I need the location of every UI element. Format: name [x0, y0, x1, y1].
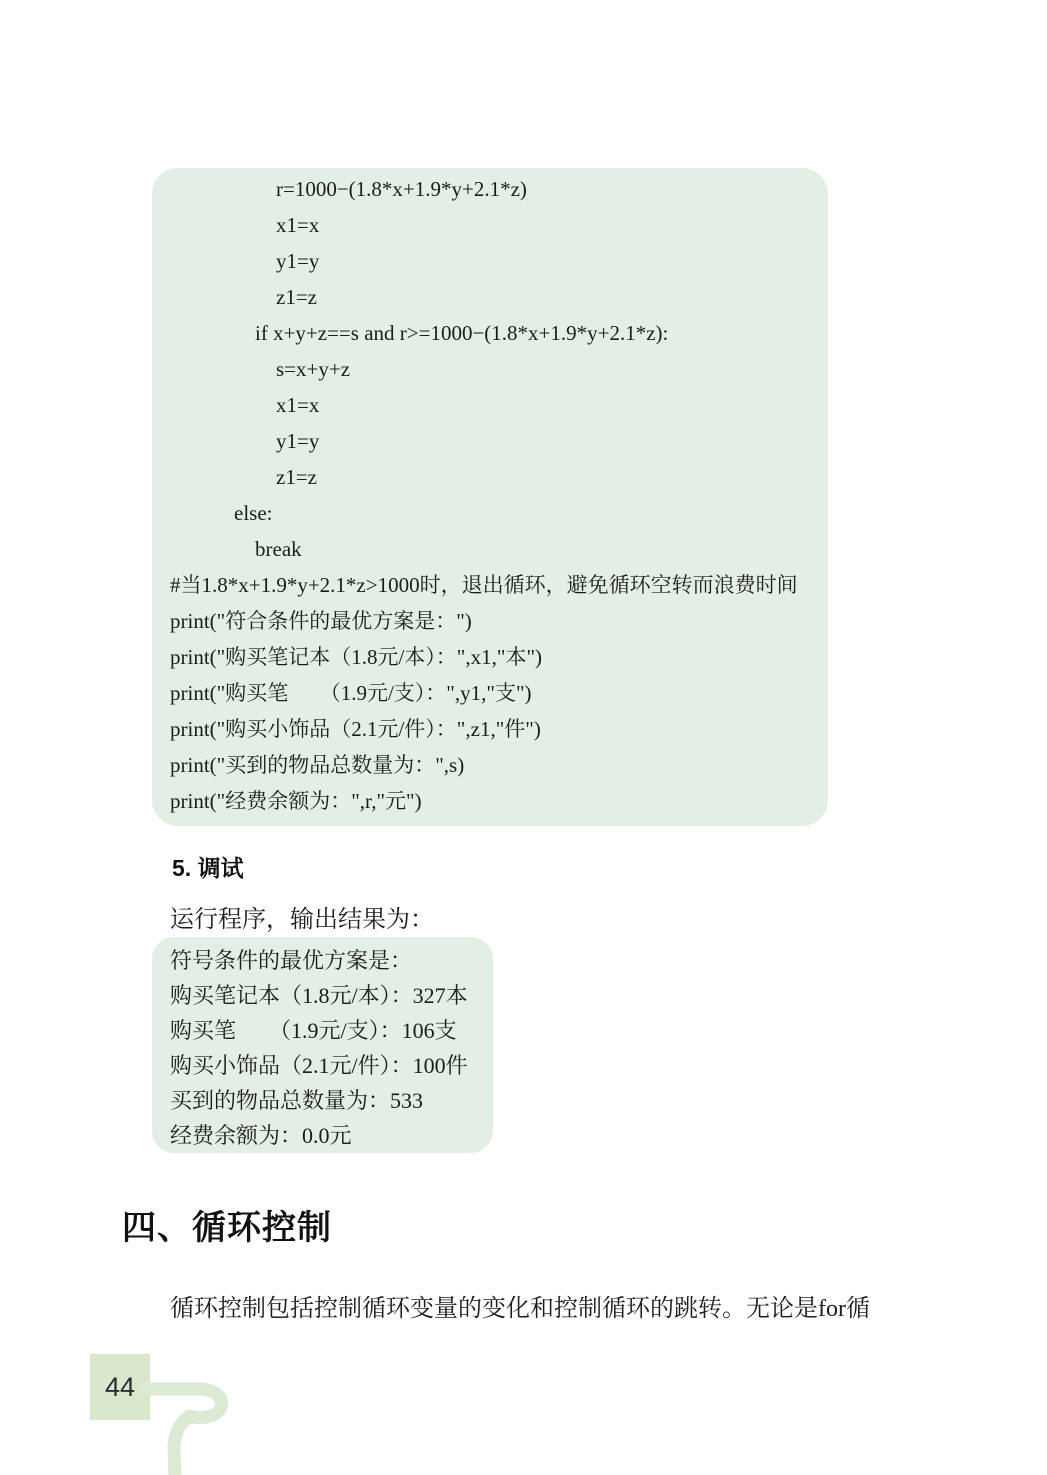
code-line: print("购买笔记本（1.8元/本）：",x1,"本")	[170, 645, 543, 669]
squiggle-path	[146, 1389, 222, 1475]
output-line: 购买笔记本（1.8元/本）：327本	[170, 983, 468, 1008]
code-line: y1=y	[276, 429, 320, 453]
output-line: 买到的物品总数量为：533	[170, 1088, 424, 1113]
code-line: r=1000−(1.8*x+1.9*y+2.1*z)	[276, 177, 527, 201]
code-line: if x+y+z==s and r>=1000−(1.8*x+1.9*y+2.1*z):	[255, 321, 669, 345]
loop-control-section-heading: 四、循环控制	[122, 1209, 332, 1247]
page-number: 44	[104, 1371, 136, 1402]
run-program-intro-text: 运行程序，输出结果为：	[170, 907, 434, 933]
code-line: print("符合条件的最优方案是：")	[170, 609, 472, 633]
code-line: x1=x	[276, 393, 320, 417]
program-output-block	[152, 937, 493, 1153]
code-line: print("购买笔 （1.9元/支）：",y1,"支")	[170, 681, 532, 705]
code-line: print("购买小饰品（2.1元/件）：",z1,"件")	[170, 717, 541, 741]
decorative-squiggle	[130, 1375, 250, 1475]
code-line: s=x+y+z	[276, 357, 351, 381]
code-line: else:	[234, 501, 273, 525]
output-line: 符号条件的最优方案是：	[170, 948, 413, 973]
code-line: y1=y	[276, 249, 320, 273]
python-code-block	[152, 168, 828, 826]
debug-section-heading: 5. 调试	[172, 855, 244, 881]
loop-control-paragraph: 循环控制包括控制循环变量的变化和控制循环的跳转。无论是for循	[170, 1296, 870, 1322]
code-line: z1=z	[276, 285, 317, 309]
output-line: 购买小饰品（2.1元/件）：100件	[170, 1053, 468, 1078]
output-line: 经费余额为：0.0元	[170, 1123, 352, 1148]
code-line: z1=z	[276, 465, 317, 489]
code-line: #当1.8*x+1.9*y+2.1*z>1000时，退出循环，避免循环空转而浪费时间	[170, 573, 798, 597]
code-line: print("买到的物品总数量为：",s)	[170, 753, 465, 777]
output-line: 购买笔 （1.9元/支）：106支	[170, 1018, 457, 1043]
code-line: print("经费余额为：",r,"元")	[170, 789, 422, 813]
code-line: break	[255, 537, 302, 561]
code-line: x1=x	[276, 213, 320, 237]
